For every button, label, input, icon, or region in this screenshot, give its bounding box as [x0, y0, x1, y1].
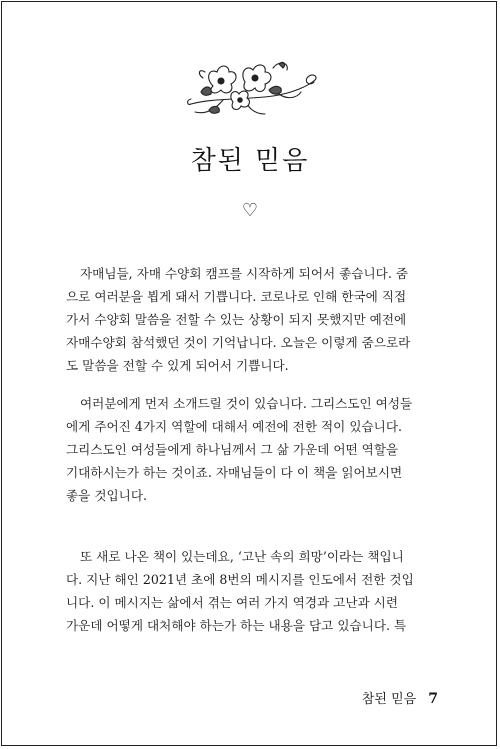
paragraph	[66, 392, 438, 507]
text-line: 그리스도인 여성들에게 하나님께서 그 삶 가운데 어떤 역할을	[66, 442, 399, 457]
text-line: 에게 주어진 4가지 역할에 대해서 예전에 전한 적이 있습니다.	[66, 419, 403, 434]
text-line: 기대하시는가 하는 것이죠. 자매님들이 다 이 책을 읽어보시면	[66, 465, 403, 480]
text-line: 좋을 것입니다.	[66, 488, 147, 503]
paragraph	[66, 545, 438, 637]
text-line: 여러분에게 먼저 소개드릴 것이 있습니다. 그리스도인 여성들	[80, 396, 413, 411]
paragraph	[66, 262, 438, 377]
text-line: 가서 수양회 말씀을 전할 수 있는 상황이 되지 못했지만 예전에	[66, 312, 407, 327]
text-line: 또 새로 나온 책이 있는데요, ‘고난 속의 희망’이라는 책입니	[80, 549, 404, 564]
floral-ornament-icon	[183, 56, 323, 126]
heart-icon: ♡	[241, 200, 259, 221]
text-line: 가운데 어떻게 대처해야 하는가 하는 내용을 담고 있습니다. 특	[66, 618, 407, 633]
page-footer	[362, 688, 438, 707]
text-line: 자매수양회 참석했던 것이 기억납니다. 오늘은 이렇게 줌으로라	[66, 335, 411, 350]
text-line: 으로 여러분을 뵙게 돼서 기쁩니다. 코로나로 인해 한국에 직접	[66, 289, 407, 304]
text-line: 니다. 이 메시지는 삶에서 겪는 여러 가지 역경과 고난과 시련	[66, 595, 399, 610]
text-line: 다. 지난 해인 2021년 초에 8번의 메시지를 인도에서 전한 것입	[66, 572, 414, 587]
page-number: 7	[428, 691, 438, 707]
text-line: 도 말씀을 전할 수 있게 되어서 기쁩니다.	[66, 358, 289, 373]
text-line: 자매님들, 자매 수양회 캠프를 시작하게 되어서 좋습니다. 줌	[80, 266, 409, 281]
running-title: 참된 믿음	[361, 692, 417, 707]
page-title: 참된 믿음	[190, 146, 310, 176]
